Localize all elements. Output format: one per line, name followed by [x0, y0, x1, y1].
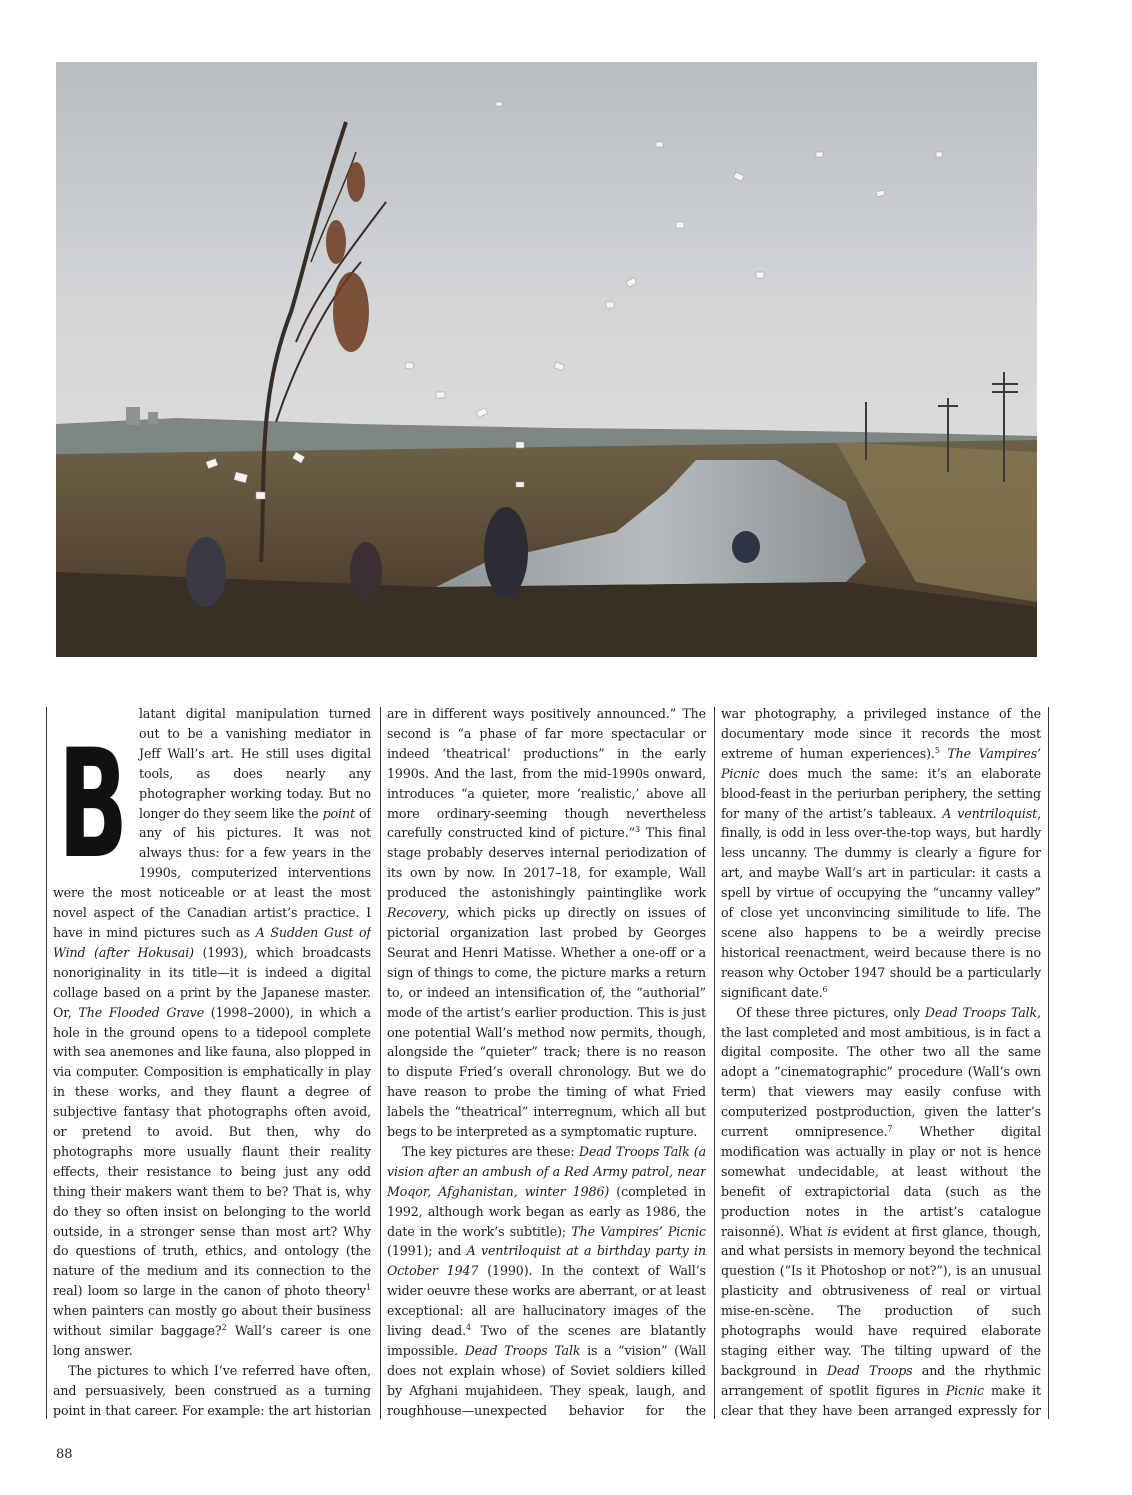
column-rule	[1048, 707, 1049, 1419]
article-photo	[56, 62, 1037, 657]
drop-cap	[53, 706, 133, 866]
footnote-ref: 5	[934, 745, 940, 755]
footnote-ref: 7	[887, 1123, 893, 1133]
article-column-2	[387, 704, 706, 1422]
column-rule	[380, 707, 381, 1419]
footnote-ref: 4	[466, 1322, 472, 1332]
column-rule	[714, 707, 715, 1419]
paragraph: B latant digital manipulation turned out to be a vanishing mediator in Jeff Wall’s art. He still uses digital tools, as does nearly any photographer working today. But no longer do they seem like the point of any of his pictures. It was not always thus: for a few years in the 1990s, computerized interventions were the most noticeable or at least the most novel aspect of the Canadian artist’s practice. I have in mind pictures such as A Sudden Gust of Wind (after Hokusai) (1993), which broadcasts nonoriginality in its title—it is indeed a digital collage based on a print by the Japanese master. Or, The Flooded Grave (1998–2000), in which a hole in the ground opens to a tidepool complete with sea anemones and like fauna, also plopped in via computer. Composition is emphatically in play in these works, and they flaunt a degree of subjective fantasy that photographs often avoid, or pretend to avoid. But then, why do photographs more usually flaunt their reality effects, their resistance to being just any odd thing their makers want them to be? That is, why do they so often insist on belonging to the world outside, in a stronger sense than most art? Why do questions of truth, ethics, and ontology (the nature of the medium and its connection to the real) loom so large in the canon of photo theory$^1$ when painters can mostly go about their business without similar baggage?$^2$ Wall’s career is one long answer.	[53, 706, 371, 1358]
footnote-ref: 2	[221, 1322, 227, 1332]
paragraph: war photography, a privileged instance of the documentary mode since it records the most extreme of human experiences).$^5$ The Vampires’ Picnic does much the same: it’s an elaborate blood-feast in the periurban periphery, the setting for many of the artist’s tableaux. A ventriloquist, finally, is odd in less over-the-top ways, but hardly less uncanny. The dummy is clearly a figure for art, and maybe Wall’s art in particular: it casts a spell by virtue of occupying the “uncanny valley” of close yet unconvincing similitude to life. The scene also happens to be a weirdly precise historical reenactment, weird because there is no reason why October 1947 should be a particularly significant date.$^6$	[721, 706, 1041, 1000]
column-rule	[46, 707, 47, 1419]
footnote-ref: 6	[822, 984, 828, 994]
sudden-gust-of-wind-image	[56, 62, 1037, 657]
drop-cap-letter: B	[58, 718, 128, 866]
paragraph: The key pictures are these: Dead Troops Talk (a vision after an ambush of a Red Army patrol, near Moqor, Afghanistan, winter 1986) (completed in 1992, although work began as early as 1986, the date in the work’s subtitle); The Vampires’ Picnic (1991); and A ventriloquist at a birthday party in October 1947 (1990). In the context of Wall’s wider oeuvre these works are aberrant, or at least exceptional: all are hallucinatory images of the living dead.$^4$ Two of the scenes are blatantly impossible. Dead Troops Talk is a “vision” (Wall does not explain whose) of Soviet soldiers killed by Afghani mujahideen. They speak, laugh, and roughhouse—unexpected behavior for the	[387, 1143, 706, 1418]
paragraph: Of these three pictures, only Dead Troops Talk, the last completed and most ambitious, is in fact a digital composite. The other two all the same adopt a “cinematographic” procedure (Wall’s own term) that viewers may easily confuse with computerized postproduction, given the latter’s current omnipresence.$^7$ Whether digital modification was actually in play or not is hence somewhat undecidable, at least without the benefit of extrapictorial data (such as the production notes in the artist’s catalogue raisonné). What is evident at first glance, though, and what persists in memory beyond the technical question (“Is it Photoshop or not?”), is an unusual plasticity and obtrusiveness of real or virtual mise-en-scène. The production of such photographs would have required elaborate staging either way. The tilting upward of the background in Dead Troops and the rhythmic arrangement of spotlit figures in Picnic make it clear that they have been arranged expressly for	[721, 1004, 1041, 1418]
paragraph: are in different ways positively announced.” The second is “a phase of far more spectacular or indeed ‘theatrical’ productions” in the early 1990s. And the last, from the mid-1990s onward, introduces “a quieter, more ‘realistic,’ above all more ordinary-seeming though nevertheless carefully constructed kind of picture.”$^3$ This final stage probably deserves internal periodization of its own by now. In 2017–18, for example, Wall produced the astonishingly paintinglike work Recovery, which picks up directly on issues of pictorial organization last probed by Georges Seurat and Henri Matisse. Whether a one-off or a sign of things to come, the picture marks a return to, or indeed an intensification of, the “authorial” mode of the artist’s earlier production. This is just one potential Wall’s method now permits, though, alongside the “quieter” track; there is no reason to dispute Fried’s overall chronology. But we do have reason to probe the timing of what Fried labels the “theatrical” interregnum, which all but begs to be interpreted as a symptomatic rupture.	[387, 706, 706, 1140]
sky	[56, 62, 1037, 462]
paragraph: The pictures to which I’ve referred have often, and persuasively, been construed as a turning point in that career. For example: the art historian	[53, 1362, 371, 1418]
article-column-1	[53, 704, 371, 1422]
page-number: 88	[56, 1447, 73, 1462]
article-column-3	[721, 704, 1041, 1422]
footnote-ref: 3	[634, 825, 640, 835]
footnote-ref: 1	[366, 1283, 371, 1293]
